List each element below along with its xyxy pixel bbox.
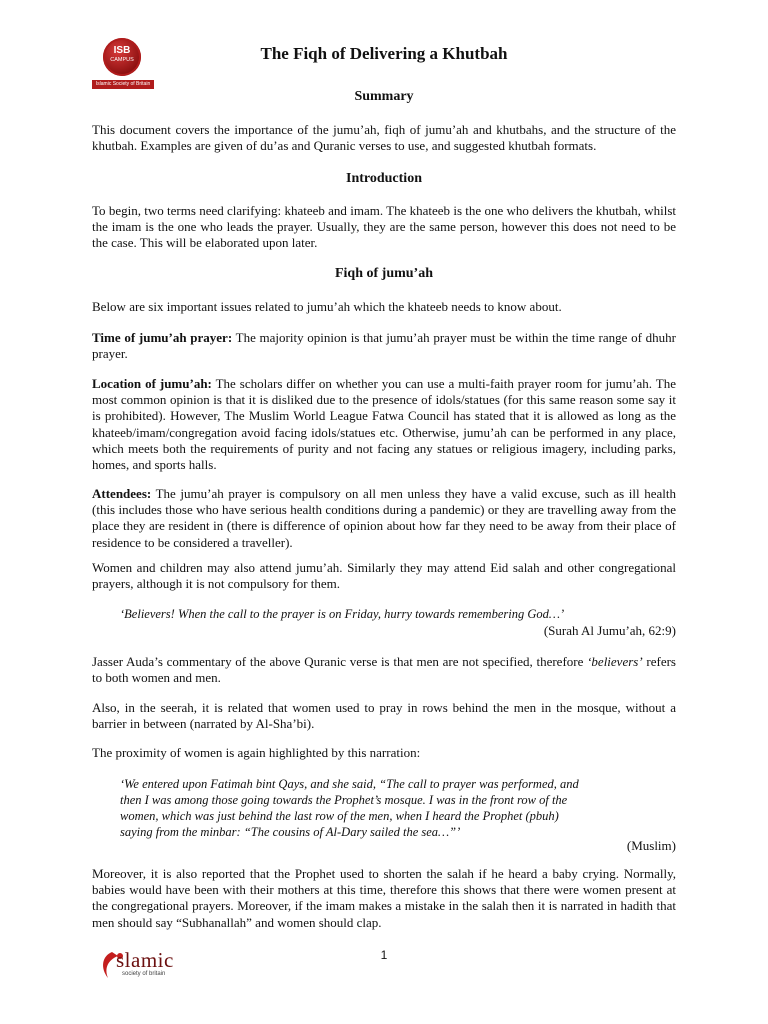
- fiqh-intro-paragraph: Below are six important issues related to jumu’ah which the khateeb needs to know about.: [92, 299, 562, 314]
- time-paragraph: [92, 330, 676, 362]
- introduction-paragraph: To begin, two terms need clarifying: khateeb and imam. The khateeb is the one who delivers the khutbah, whilst the imam is the one who leads the prayer. Usually, they are the same person, however this does not need to be the case. This will be elaborated upon later.: [92, 203, 676, 251]
- fiqh-heading: Fiqh of jumu’ah: [334, 266, 434, 281]
- summary-heading: Summary: [354, 89, 414, 104]
- summary-paragraph: This document covers the importance of the jumu’ah, fiqh of jumu’ah and khutbahs, and the structure of the khutbah. Examples are given of du’as and Quranic verses to use, and suggested khutbah formats.: [92, 122, 676, 154]
- hadith-quote-line-4: saying from the minbar: “The cousins of Al-Dary sailed the sea…”’: [120, 825, 461, 839]
- quran-quote-reference: (Surah Al Jumu’ah, 62:9): [543, 623, 676, 638]
- attendees-label: Attendees:: [92, 486, 152, 501]
- location-label: Location of jumu’ah:: [92, 376, 212, 391]
- logo-band: Islamic Society of Britain: [92, 80, 154, 89]
- auda-text-a: Jasser Auda’s commentary of the above Quranic verse is that men are not specified, therefore: [92, 654, 588, 669]
- proximity-paragraph: The proximity of women is again highlighted by this narration:: [92, 745, 421, 760]
- time-text: The majority opinion is that jumu’ah prayer must be within the time range of dhuhr prayer.: [92, 330, 676, 362]
- auda-text-b: refers to both women and men.: [92, 654, 676, 686]
- women-paragraph: Women and children may also attend jumu’ah. Similarly they may attend Eid salah and other congregational prayers, although it is not compulsory for them.: [92, 560, 676, 592]
- seerah-paragraph: Also, in the seerah, it is related that women used to pray in rows behind the men in the mosque, without a barrier in between (narrated by Al-Sha’bi).: [92, 700, 676, 732]
- time-label: Time of jumu’ah prayer:: [92, 330, 233, 345]
- auda-italic: ‘believers’: [587, 654, 643, 669]
- hadith-quote-line-1: ‘We entered upon Fatimah bint Qays, and she said, “The call to prayer was performed, and: [120, 777, 579, 791]
- document-title: The Fiqh of Delivering a Khutbah: [260, 44, 508, 63]
- logo-line2: CAMPUS: [110, 57, 134, 63]
- hadith-quote-reference: (Muslim): [626, 838, 676, 853]
- hadith-quote-line-3: women, which was just behind the last row of the men, when I heard the Prophet (pbuh): [120, 809, 559, 823]
- location-paragraph: [92, 376, 676, 473]
- logo-line1: ISB: [113, 45, 131, 56]
- hadith-quote-line-2: then I was among those going towards the Prophet’s mosque. I was in the front row of the: [120, 793, 568, 807]
- moreover-paragraph: Moreover, it is also reported that the Prophet used to shorten the salah if he heard a baby crying. Normally, babies would have been with their mothers at this time, therefore this shows that there were women present at the congregational prayers. Moreover, if the imam makes a mistake in the salah then it is narrated in hadith that men should say “Subhanallah” and women should clap.: [92, 866, 676, 930]
- attendees-text: The jumu’ah prayer is compulsory on all men unless they have a valid excuse, such as ill health (this includes those who have serious health conditions during a pandemic) or they are travelling away from the place they are resident in (there is difference of opinion about how far they need to be away from their place of residence to be considered a traveller).: [92, 486, 676, 550]
- introduction-heading: Introduction: [346, 171, 422, 186]
- auda-paragraph: [92, 654, 676, 686]
- location-text: The scholars differ on whether you can use a multi-faith prayer room for jumu’ah. The most common opinion is that it is disliked due to the presence of idols/statues (for this same reason some say it is prohibited). However, The Muslim World League Fatwa Council has stated that it is allowed as long as the khateeb/imam/congregation avoid facing idols/statues etc. Otherwise, jumu’ah can be performed in any place, which meets both the requirements of purity and not facing any statues or religious imagery, including parks, homes, and sports halls.: [92, 376, 676, 473]
- footer-logo-word: slamic: [116, 948, 174, 972]
- page-number: 1: [380, 948, 388, 962]
- quran-quote: ‘Believers! When the call to the prayer is on Friday, hurry towards remembering God…’: [120, 607, 565, 621]
- attendees-paragraph: [92, 486, 676, 551]
- footer-logo-sub: society of britain: [122, 971, 166, 977]
